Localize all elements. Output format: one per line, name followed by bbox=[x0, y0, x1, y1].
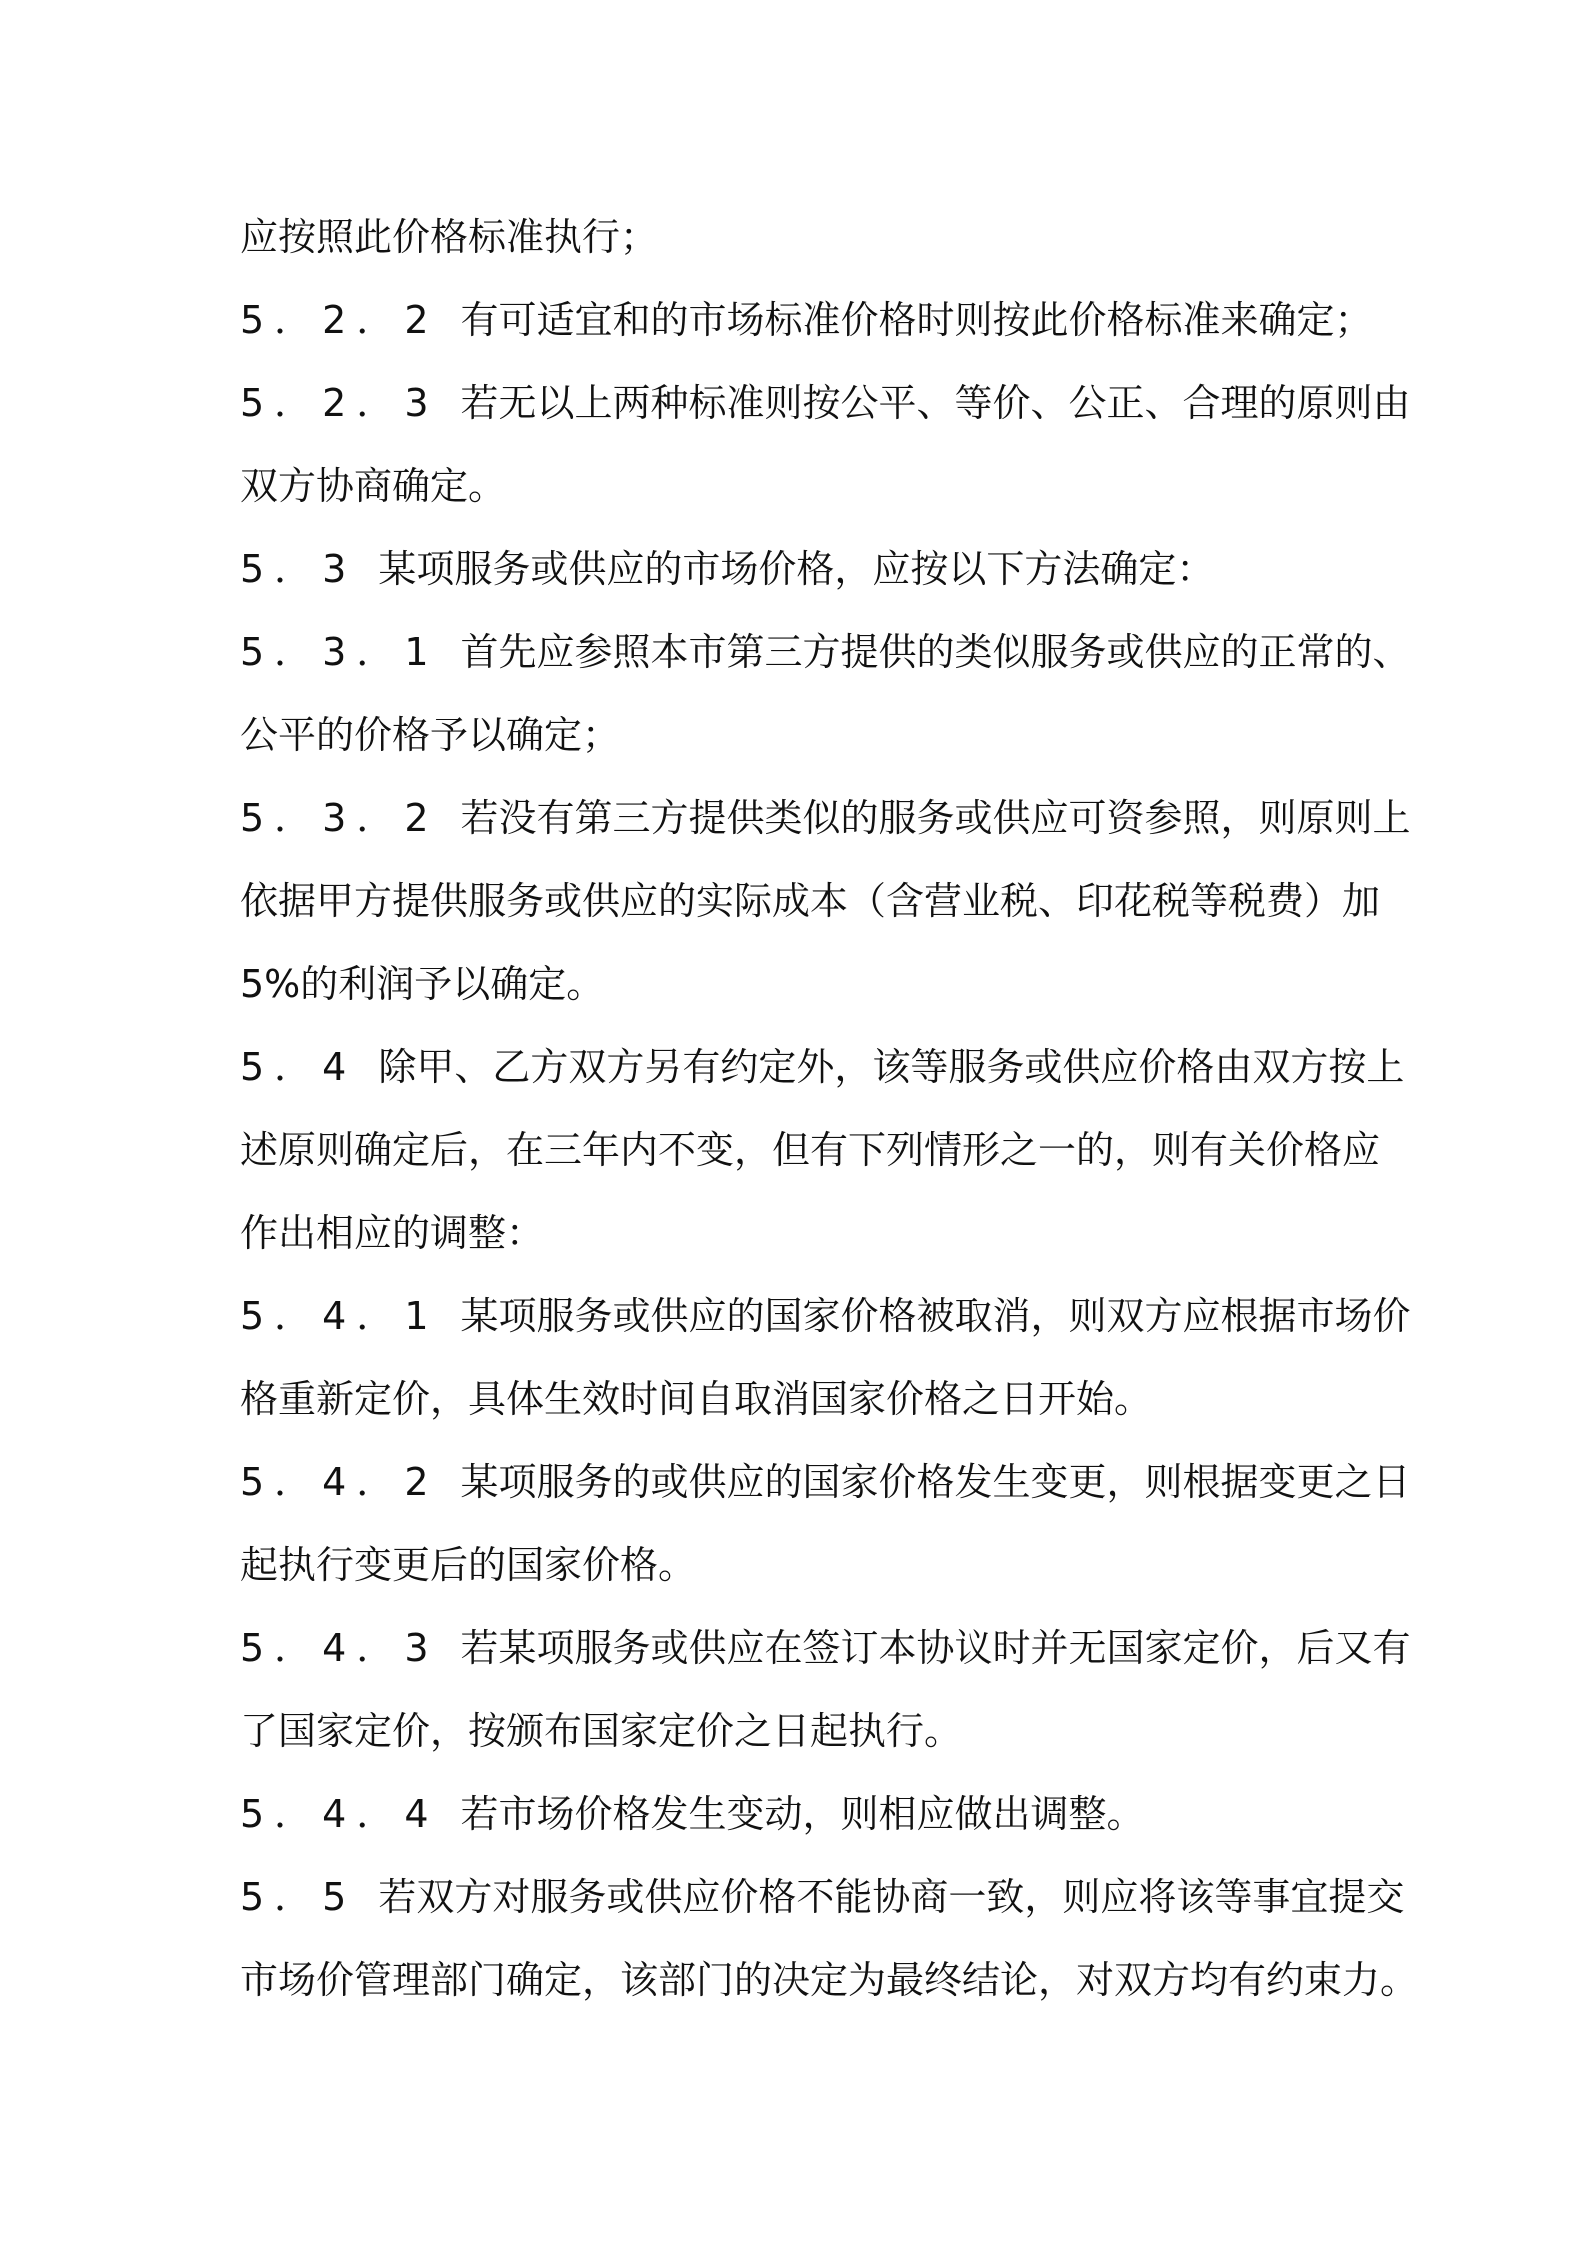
text-line bbox=[240, 196, 1360, 279]
clause-text: 起执行变更后的国家价格。 bbox=[240, 1543, 697, 1587]
text-line bbox=[240, 1607, 1411, 1690]
clause-text: 了国家定价，按颁布国家定价之日起执行。 bbox=[240, 1709, 963, 1753]
clause-number: 5．3．1 bbox=[240, 630, 439, 674]
clause-text: 有可适宜和的市场标准价格时则按此价格标准来确定； bbox=[460, 298, 1373, 342]
text-line bbox=[240, 279, 1373, 362]
clause-text: 双方协商确定。 bbox=[240, 464, 507, 508]
text-line bbox=[240, 1026, 1405, 1109]
text-line bbox=[240, 943, 1360, 1026]
clause-text: 若双方对服务或供应价格不能协商一致，则应将该等事宜提交 bbox=[378, 1875, 1405, 1919]
text-line bbox=[240, 445, 1360, 528]
clause-number: 5．3．2 bbox=[240, 796, 439, 840]
clause-text: 若某项服务或供应在签订本协议时并无国家定价，后又有 bbox=[460, 1626, 1411, 1670]
clause-number: 5．4．4 bbox=[240, 1792, 439, 1836]
text-line bbox=[240, 1773, 1360, 1856]
clause-text: 某项服务或供应的国家价格被取消，则双方应根据市场价 bbox=[460, 1294, 1411, 1338]
text-line bbox=[240, 1192, 1360, 1275]
text-line bbox=[240, 611, 1411, 694]
clause-text: 首先应参照本市第三方提供的类似服务或供应的正常的、 bbox=[460, 630, 1411, 674]
clause-text: 市场价管理部门确定，该部门的决定为最终结论，对双方均有约束力。 bbox=[240, 1958, 1419, 2002]
clause-text: 格重新定价，具体生效时间自取消国家价格之日开始。 bbox=[240, 1377, 1153, 1421]
clause-text: 公平的价格予以确定； bbox=[240, 713, 621, 757]
clause-number: 5．4．1 bbox=[240, 1294, 439, 1338]
clause-text: 某项服务的或供应的国家价格发生变更，则根据变更之日 bbox=[460, 1460, 1411, 1504]
clause-number: 5．2．3 bbox=[240, 381, 439, 425]
document-body bbox=[240, 196, 1419, 2022]
text-line bbox=[240, 1109, 1381, 1192]
text-line bbox=[240, 1358, 1360, 1441]
clause-text: 述原则确定后，在三年内不变，但有下列情形之一的，则有关价格应 bbox=[240, 1128, 1381, 1172]
clause-number: 5．3 bbox=[240, 547, 357, 591]
clause-text: 作出相应的调整： bbox=[240, 1211, 545, 1255]
text-line bbox=[240, 362, 1411, 445]
text-line bbox=[240, 777, 1411, 860]
clause-text: 除甲、乙方双方另有约定外，该等服务或供应价格由双方按上 bbox=[378, 1045, 1405, 1089]
text-line bbox=[240, 1275, 1411, 1358]
clause-text: 依据甲方提供服务或供应的实际成本（含营业税、印花税等税费）加 bbox=[240, 879, 1381, 923]
clause-text: 5%的利润予以确定。 bbox=[240, 962, 605, 1006]
clause-text: 若无以上两种标准则按公平、等价、公正、合理的原则由 bbox=[460, 381, 1411, 425]
text-line bbox=[240, 1524, 1360, 1607]
clause-number: 5．4．3 bbox=[240, 1626, 439, 1670]
text-line bbox=[240, 860, 1381, 943]
clause-text: 某项服务或供应的市场价格，应按以下方法确定： bbox=[378, 547, 1215, 591]
text-line bbox=[240, 694, 1360, 777]
clause-number: 5．4．2 bbox=[240, 1460, 439, 1504]
clause-text: 应按照此价格标准执行； bbox=[240, 215, 659, 259]
clause-number: 5．5 bbox=[240, 1875, 357, 1919]
text-line bbox=[240, 1856, 1405, 1939]
clause-text: 若市场价格发生变动，则相应做出调整。 bbox=[460, 1792, 1145, 1836]
text-line bbox=[240, 1690, 1360, 1773]
text-line bbox=[240, 1441, 1411, 1524]
text-line bbox=[240, 528, 1360, 611]
clause-number: 5．4 bbox=[240, 1045, 357, 1089]
text-line bbox=[240, 1939, 1419, 2022]
clause-number: 5．2．2 bbox=[240, 298, 439, 342]
clause-text: 若没有第三方提供类似的服务或供应可资参照，则原则上 bbox=[460, 796, 1411, 840]
